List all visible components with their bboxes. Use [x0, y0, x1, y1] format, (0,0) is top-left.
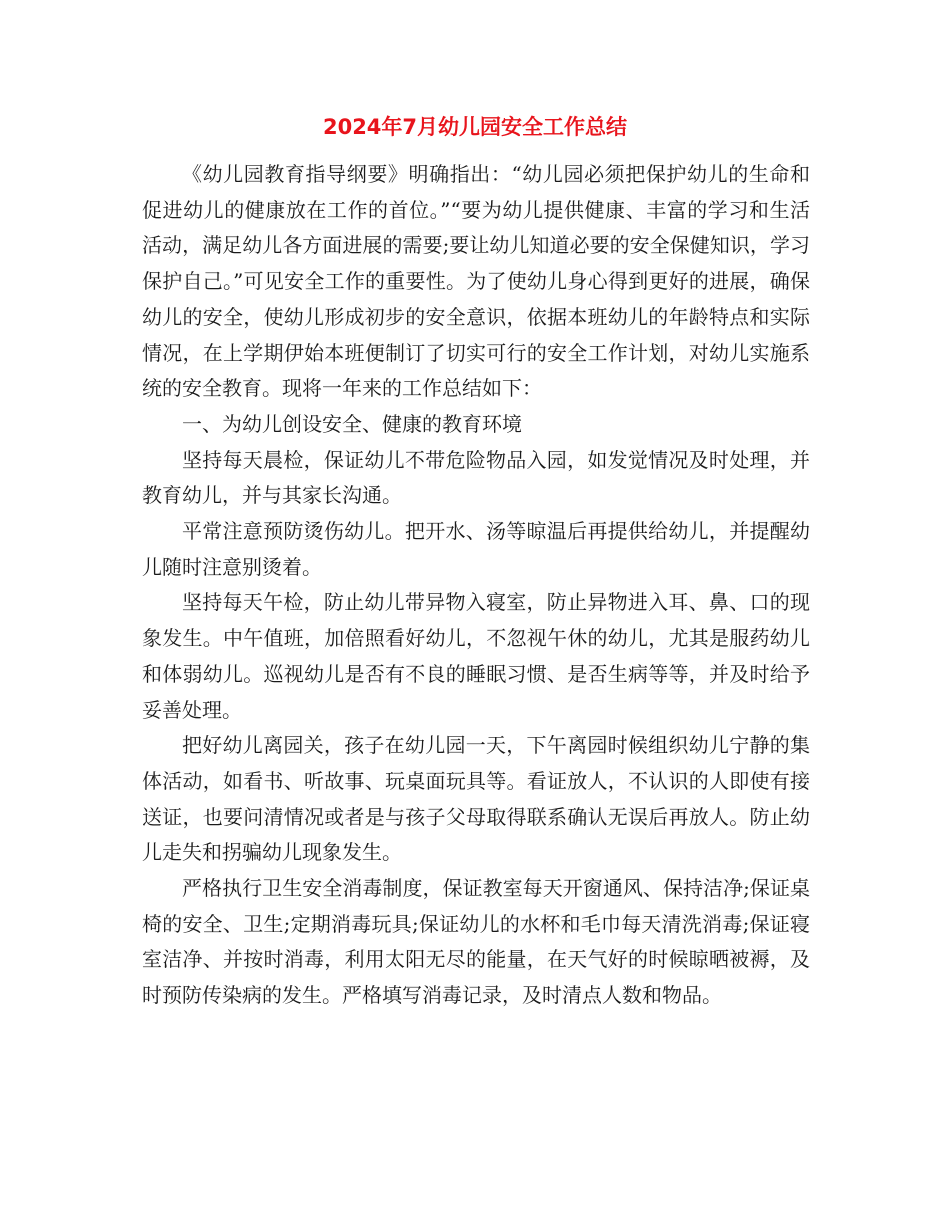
paragraph-disinfection: 严格执行卫生安全消毒制度，保证教室每天开窗通风、保持洁净;保证桌椅的安全、卫生;定期消毒玩具;保证幼儿的水杯和毛巾每天清洗消毒;保证寝室洁净、并按时消毒，利用太阳无尽的能量，在天气好的时候晾晒被褥，及时预防传染病的发生。严格填写消毒记录，及时清点人数和物品。	[142, 876, 810, 1008]
paragraph-morning-check: 坚持每天晨检，保证幼儿不带危险物品入园，如发觉情况及时处理，并教育幼儿，并与其家长沟通。	[142, 447, 810, 508]
paragraph-burn-prevention: 平常注意预防烫伤幼儿。把开水、汤等晾温后再提供给幼儿，并提醒幼儿随时注意别烫着。	[142, 519, 810, 579]
paragraph-intro: 《幼儿园教育指导纲要》明确指出：“幼儿园必须把保护幼儿的生命和促进幼儿的健康放在工作的首位。”“要为幼儿提供健康、丰富的学习和生活活动，满足幼儿各方面进展的需要;要让幼儿知道必要的安全保健知识，学习保护自己。”可见安全工作的重要性。为了使幼儿身心得到更好的进展，确保幼儿的安全，使幼儿形成初步的安全意识，依据本班幼儿的年龄特点和实际情况，在上学期伊始本班便制订了切实可行的安全工作计划，对幼儿实施系统的安全教育。现将一年来的工作总结如下：	[142, 162, 810, 401]
section-heading-environment: 一、为幼儿创设安全、健康的教育环境	[182, 411, 522, 436]
document-title: 2024年7月幼儿园安全工作总结	[322, 115, 628, 139]
paragraph-noon-check: 坚持每天午检，防止幼儿带异物入寝室，防止异物进入耳、鼻、口的现象发生。中午值班，加倍照看好幼儿，不忽视午休的幼儿，尤其是服药幼儿和体弱幼儿。巡视幼儿是否有不良的睡眠习惯、是否生病等等，并及时给予妥善处理。	[142, 590, 810, 722]
paragraph-departure: 把好幼儿离园关，孩子在幼儿园一天，下午离园时候组织幼儿宁静的集体活动，如看书、听故事、玩桌面玩具等。看证放人，不认识的人即使有接送证，也要问清情况或者是与孩子父母取得联系确认无误后再放人。防止幼儿走失和拐骗幼儿现象发生。	[142, 733, 810, 865]
document-body	[142, 157, 810, 1014]
